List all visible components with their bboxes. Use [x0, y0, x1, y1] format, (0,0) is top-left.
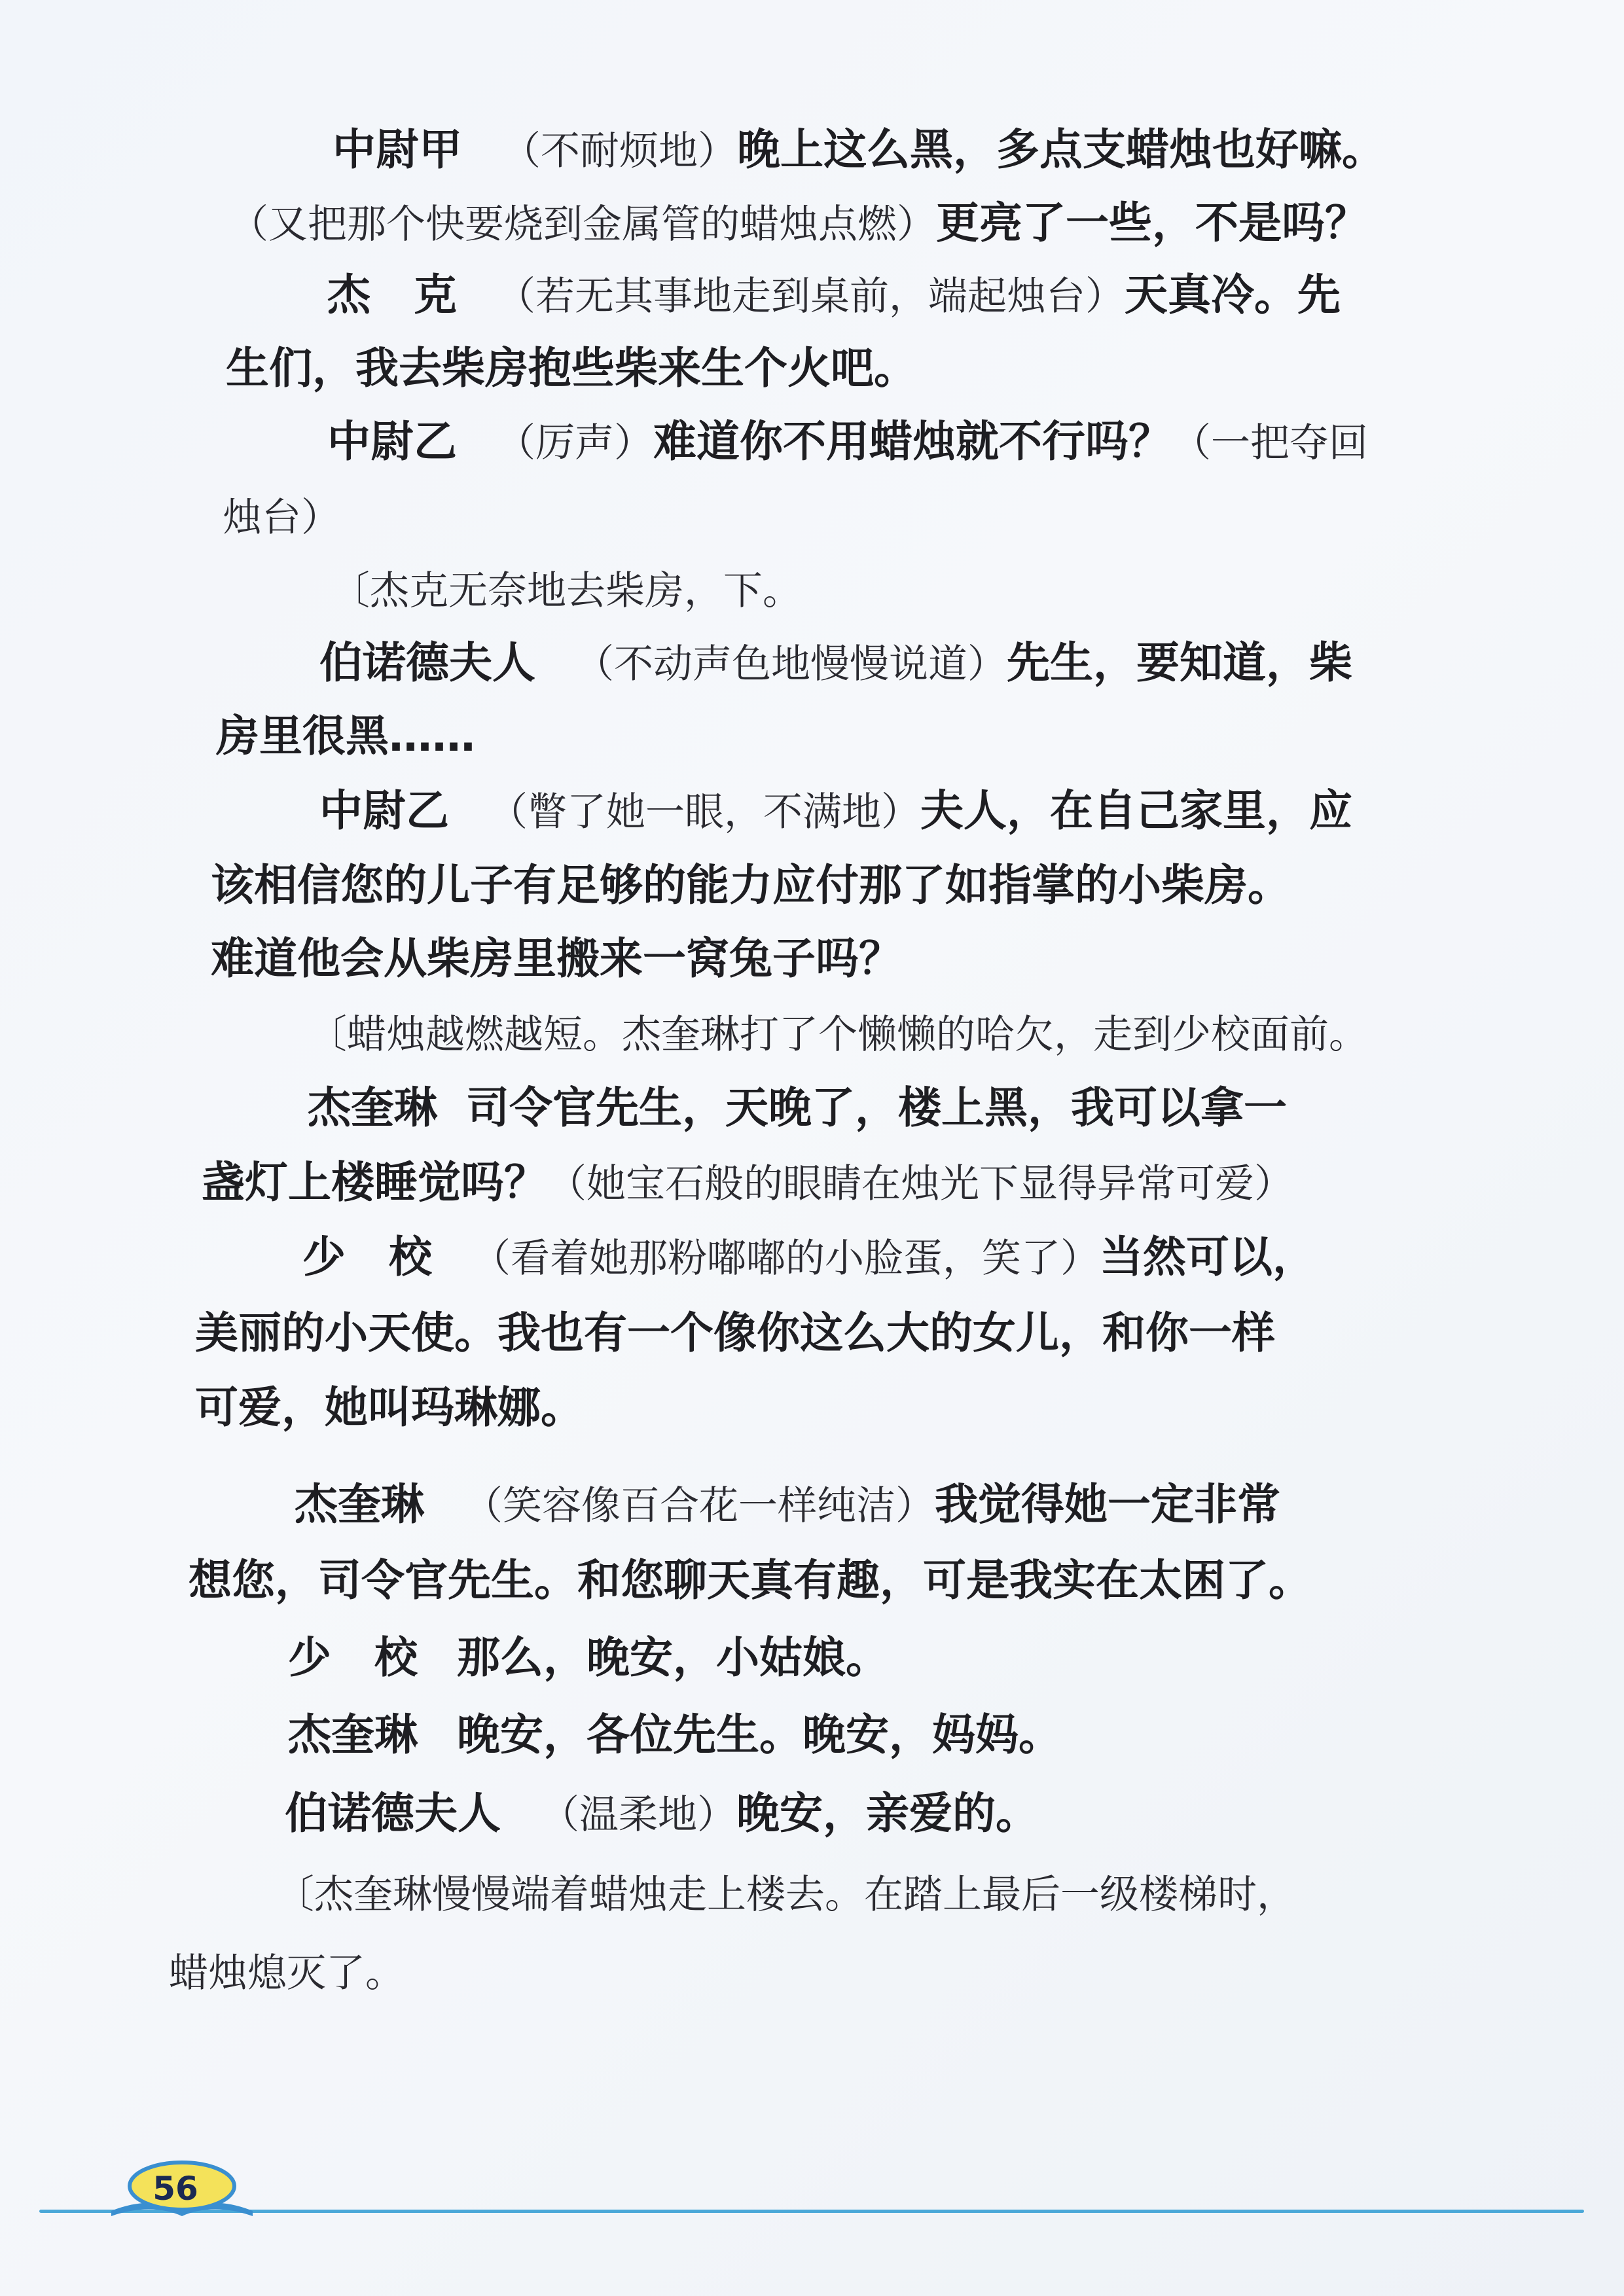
dialogue-text: 房里很黑……: [216, 711, 475, 761]
speaker-name: 杰 克: [327, 270, 457, 320]
script-line: [223, 495, 340, 541]
stage-direction: （又把那个快要烧到金属管的蜡烛点燃）: [229, 202, 936, 247]
dialogue-text: 先生，要知道，柴: [1007, 637, 1352, 688]
script-line: [288, 1632, 889, 1683]
dialogue-text: 晚安，各位先生。晚安，妈妈。: [457, 1710, 1062, 1760]
speaker-name: 杰奎琳: [288, 1710, 418, 1760]
script-line: [288, 1710, 1062, 1760]
script-line: [295, 1479, 1280, 1530]
script-line: [226, 343, 917, 393]
dialogue-text: 那么，晚安，小姑娘。: [457, 1632, 889, 1683]
script-line: [327, 270, 1341, 320]
stage-direction: （不耐烦地）: [501, 128, 737, 174]
stage-direction: 蜡烛熄灭了。: [169, 1950, 405, 1996]
script-line: [331, 568, 802, 614]
dialogue-text: 生们，我去柴房抱些柴来生个火吧。: [226, 343, 917, 393]
dialogue-text: 晚上这么黑，多点支蜡烛也好嘛。: [737, 124, 1385, 175]
script-line: [195, 1382, 584, 1433]
dialogue-text: 该相信您的儿子有足够的能力应付那了如指掌的小柴房。: [211, 860, 1291, 910]
stage-direction: （笑容像百合花一样纯洁）: [463, 1483, 935, 1529]
dialogue-text: 晚安，亲爱的。: [736, 1788, 1039, 1839]
script-line: [202, 1157, 1293, 1208]
stage-direction: （温柔地）: [540, 1792, 736, 1838]
dialogue-text: 当然可以，: [1100, 1232, 1316, 1282]
dialogue-text: 难道他会从柴房里搬来一窝兔子吗？: [211, 933, 902, 984]
script-line: [216, 711, 475, 761]
footer-rule: [39, 2210, 1584, 2213]
stage-direction: （瞥了她一眼，不满地）: [488, 789, 920, 835]
stage-direction: 烛台）: [223, 495, 340, 541]
script-line: [327, 416, 1368, 467]
speaker-name: 伯诺德夫人: [319, 637, 535, 688]
stage-direction: （看着她那粉嘟嘟的小脸蛋，笑了）: [471, 1236, 1100, 1282]
dialogue-text: 想您，司令官先生。和您聊天真有趣，可是我实在太困了。: [189, 1555, 1312, 1605]
dialogue-text: 我觉得她一定非常: [935, 1479, 1280, 1530]
script-line: [308, 1012, 1368, 1058]
speaker-name: 少 校: [302, 1232, 432, 1282]
stage-direction: （她宝石般的眼睛在烛光下显得异常可爱）: [547, 1161, 1293, 1207]
stage-direction: （若无其事地走到桌前，端起烛台）: [496, 274, 1125, 319]
speaker-name: 伯诺德夫人: [285, 1788, 501, 1839]
dialogue-text: 盏灯上楼睡觉吗？: [202, 1157, 547, 1208]
dialogue-text: 更亮了一些，不是吗？: [936, 198, 1368, 248]
script-line: [195, 1308, 1275, 1358]
speaker-name: 中尉乙: [319, 785, 449, 836]
script-line: [333, 124, 1385, 175]
script-line: [308, 1083, 1287, 1133]
stage-direction: （一把夺回: [1172, 420, 1368, 466]
speaker-name: 少 校: [288, 1632, 418, 1683]
stage-direction: （不动声色地慢慢说道）: [575, 641, 1007, 687]
script-line: [211, 933, 902, 984]
speaker-name: 杰奎琳: [308, 1083, 437, 1133]
stage-direction: 〔杰奎琳慢慢端着蜡烛走上楼去。在踏上最后一级楼梯时，: [275, 1872, 1296, 1918]
dialogue-text: 司令官先生，天晚了，楼上黑，我可以拿一: [466, 1083, 1287, 1133]
page-number: 56: [153, 2170, 198, 2208]
stage-direction: （厉声）: [496, 420, 653, 466]
script-line: [319, 637, 1352, 688]
dialogue-text: 难道你不用蜡烛就不行吗？: [653, 416, 1172, 467]
script-line: [285, 1788, 1039, 1839]
dialogue-text: 美丽的小天使。我也有一个像你这么大的女儿，和你一样: [195, 1308, 1275, 1358]
script-line: [229, 198, 1368, 248]
stage-direction: 〔杰克无奈地去柴房，下。: [331, 568, 802, 614]
speaker-name: 杰奎琳: [295, 1479, 424, 1530]
script-line: [169, 1950, 405, 1994]
dialogue-text: 夫人，在自己家里，应: [920, 785, 1352, 836]
speaker-name: 中尉乙: [327, 416, 457, 467]
script-line: [189, 1555, 1312, 1605]
stage-direction: 〔蜡烛越燃越短。杰奎琳打了个懒懒的哈欠，走到少校面前。: [308, 1012, 1368, 1058]
dialogue-text: 天真冷。先: [1125, 270, 1341, 320]
speaker-name: 中尉甲: [333, 124, 462, 175]
dialogue-text: 可爱，她叫玛琳娜。: [195, 1382, 584, 1433]
script-line: [302, 1232, 1316, 1282]
script-line: [275, 1872, 1296, 1918]
script-line: [211, 860, 1291, 910]
script-line: [319, 785, 1352, 836]
